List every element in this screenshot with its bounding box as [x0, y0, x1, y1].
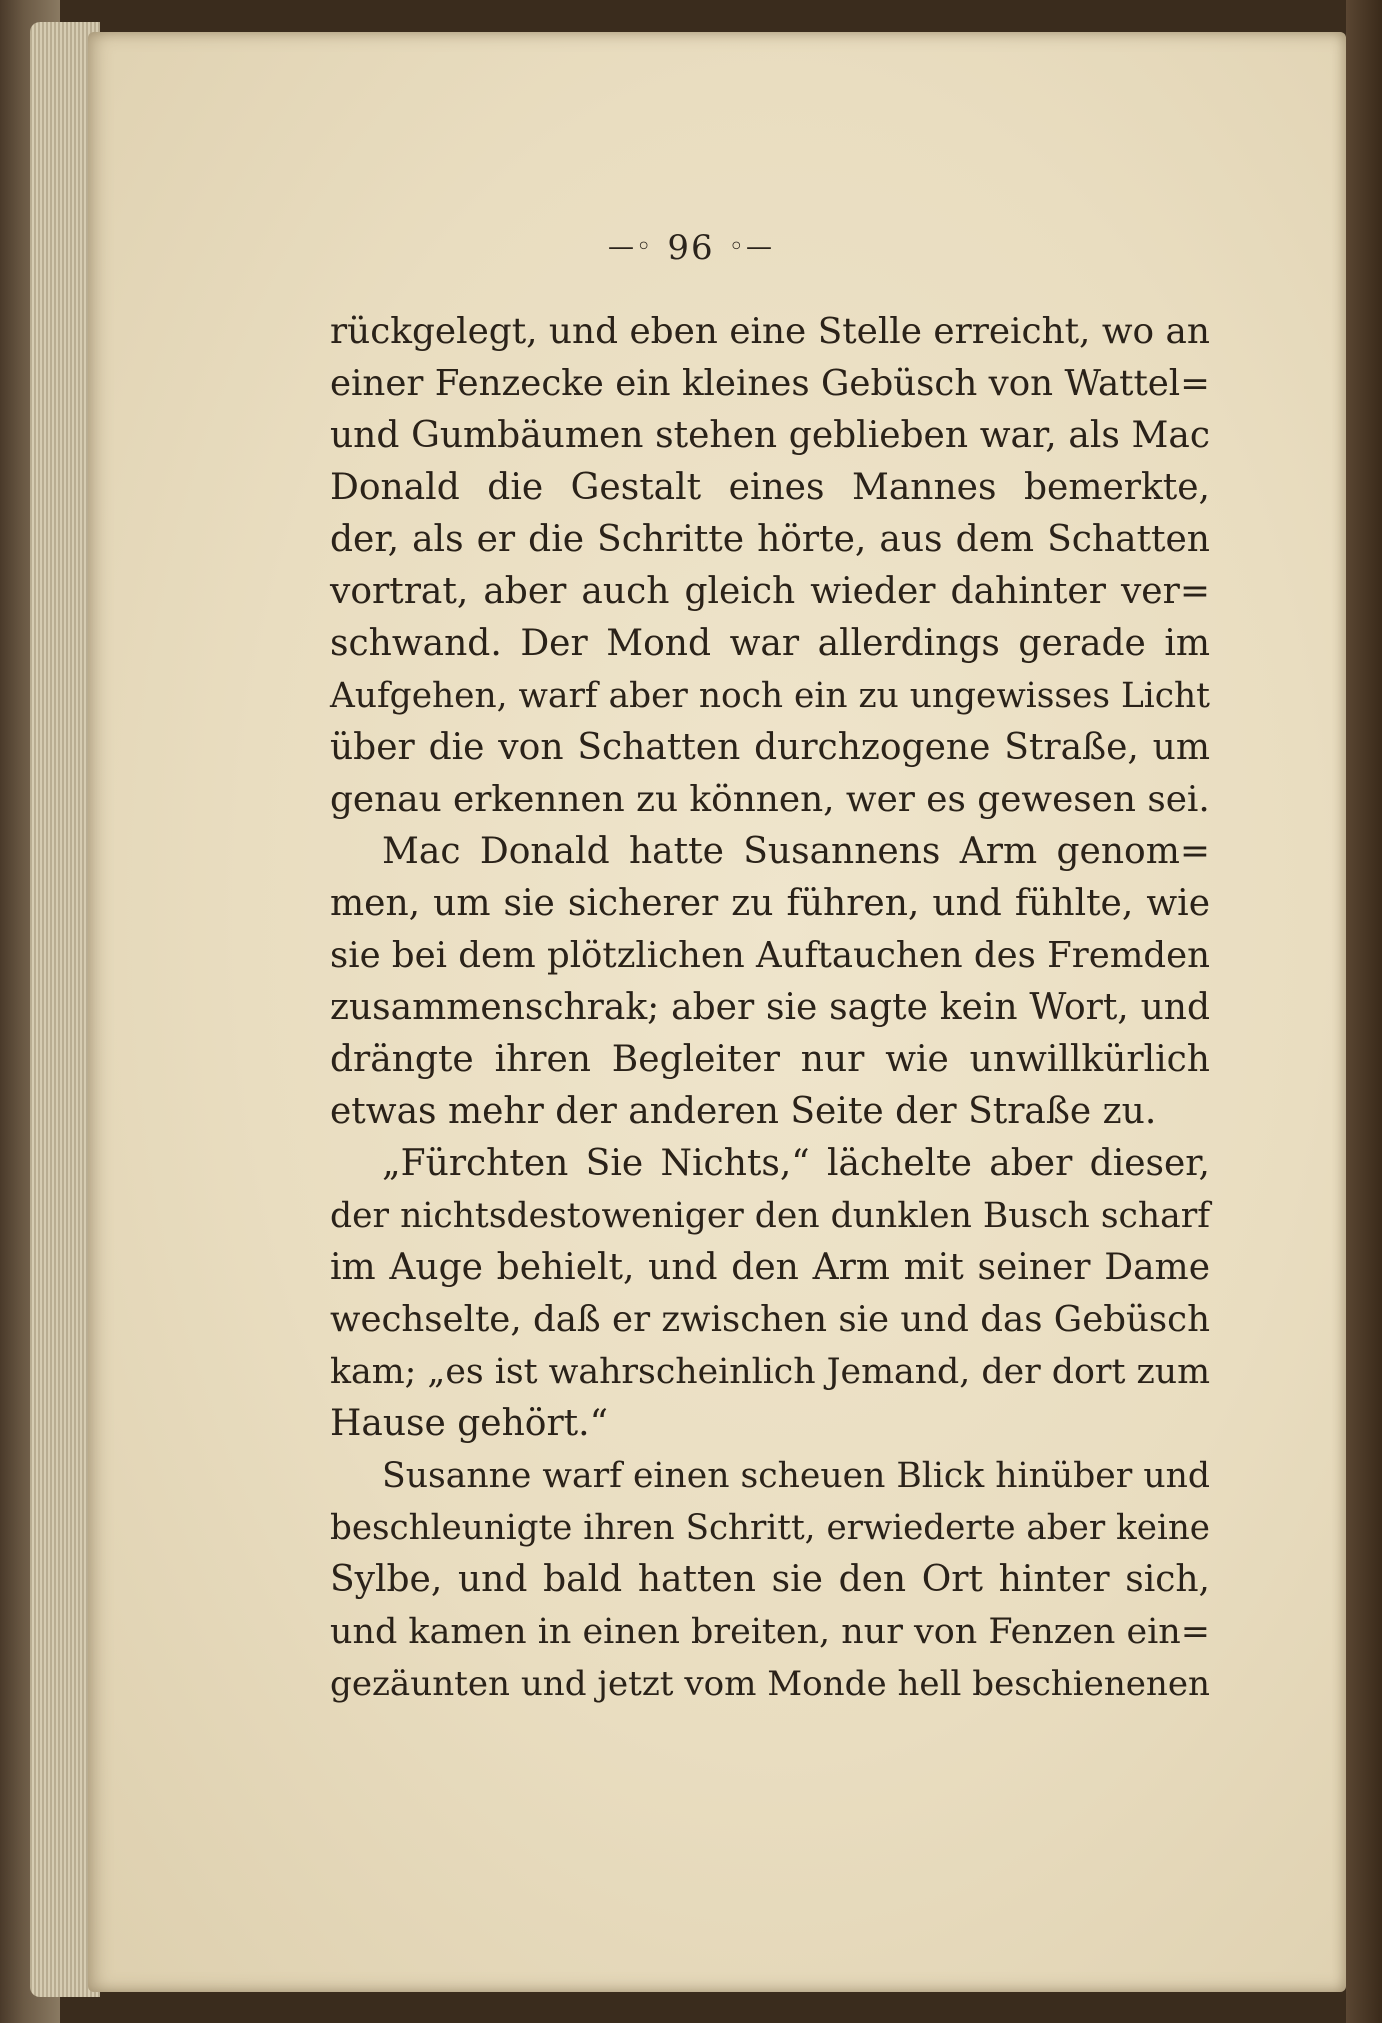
- page-number-header: [0, 228, 1382, 268]
- text-line: im Auge behielt, und den Arm mit seiner Dame: [330, 1247, 1210, 1288]
- text-line: beschleunigte ihren Schritt, erwiederte aber keine: [330, 1508, 1210, 1548]
- text-line: und Gumbäumen stehen geblieben war, als Mac: [330, 415, 1210, 456]
- text-line: und kamen in einen breiten, nur von Fenzen ein=: [330, 1612, 1210, 1652]
- text-line: „Fürchten Sie Nichts,“ lächelte aber dieser,: [382, 1143, 1210, 1184]
- text-line: rückgelegt, und eben eine Stelle erreicht, wo an: [330, 311, 1210, 352]
- text-line: Sylbe, und bald hatten sie den Ort hinter sich,: [330, 1559, 1210, 1600]
- text-line: vortrat, aber auch gleich wieder dahinter ver=: [330, 571, 1210, 612]
- body-text: [330, 306, 1210, 1710]
- ornament-right: ◦—: [728, 232, 774, 262]
- text-line: drängte ihren Begleiter nur wie unwillkürlich: [330, 1039, 1210, 1080]
- text-line: einer Fenzecke ein kleines Gebüsch von Wattel=: [330, 363, 1210, 404]
- text-line: Susanne warf einen scheuen Blick hinüber und: [382, 1456, 1210, 1496]
- ornament-left: —◦: [608, 232, 654, 262]
- text-line: wechselte, daß er zwischen sie und das Gebüsch: [330, 1299, 1210, 1340]
- page-number: 96: [667, 228, 715, 268]
- book-cover-edge: [1346, 0, 1382, 2023]
- text-line: der, als er die Schritte hörte, aus dem Schatten: [330, 519, 1210, 560]
- text-line: gezäunten und jetzt vom Monde hell beschienenen: [330, 1664, 1210, 1704]
- text-line: men, um sie sicherer zu führen, und fühlte, wie: [330, 883, 1210, 924]
- text-line: Hause gehört.“: [330, 1403, 608, 1444]
- text-line: Donald die Gestalt eines Mannes bemerkte,: [330, 467, 1210, 508]
- text-line: genau erkennen zu können, wer es gewesen sei.: [330, 779, 1210, 820]
- text-line: zusammenschrak; aber sie sagte kein Wort, und: [330, 987, 1210, 1028]
- text-line: kam; „es ist wahrscheinlich Jemand, der dort zum: [330, 1352, 1210, 1392]
- text-line: etwas mehr der anderen Seite der Straße zu.: [330, 1091, 1157, 1132]
- text-line: sie bei dem plötzlichen Auftauchen des Fremden: [330, 935, 1210, 976]
- text-line: über die von Schatten durchzogene Straße, um: [330, 727, 1210, 768]
- text-line: schwand. Der Mond war allerdings gerade im: [330, 623, 1210, 664]
- text-line: der nichtsdestoweniger den dunklen Busch scharf: [330, 1196, 1210, 1236]
- text-line: Mac Donald hatte Susannens Arm genom=: [382, 831, 1210, 872]
- text-line: Aufgehen, warf aber noch ein zu ungewisses Licht: [330, 676, 1210, 716]
